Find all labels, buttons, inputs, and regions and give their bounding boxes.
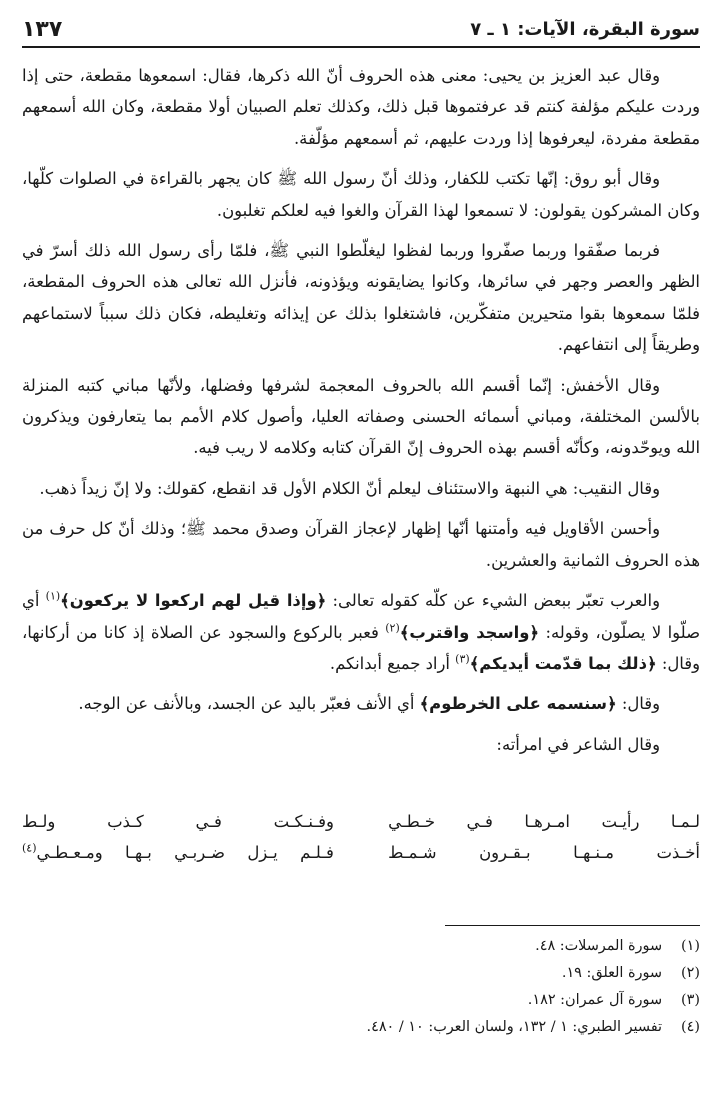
paragraph: وقال الأخفش: إنّما أقسم الله بالحروف المعجمة لشرفها وفضلها، ولأنّها مباني كتبه المنزلة بالألسن المختلفة، ومباني أسمائه الحسنى وصفاته العليا، وأصول كلام الأمم بما يتعارفون ويذكرون الله ويوحّدونه، وكأنّه أقسم بهذه الحروف إنّ القرآن كتابه وكلامه لا ريب فيه. xyxy=(22,375,700,458)
text-run: أي صلّوا لا يصلّون، وقوله: xyxy=(22,591,700,642)
quran-quote: ﴿سنسمه على الخرطوم﴾ xyxy=(419,694,617,714)
footnote-number: (٢) xyxy=(681,965,700,981)
footnote xyxy=(22,987,700,1014)
footnote-text: سورة المرسلات: ٤٨. xyxy=(535,938,662,954)
hemistich-first: لـمـا رأيـت امـرهـا فـي خـطـي xyxy=(388,812,700,831)
main-text xyxy=(22,60,700,769)
quran-quote: ﴿وإذا قيل لهم اركعوا لا يركعون﴾ xyxy=(60,591,327,611)
footnote-text: تفسير الطبري: ١ / ١٣٢، ولسان العرب: ١٠ / ٤٨٠. xyxy=(366,1019,662,1035)
paragraph: وقال عبد العزيز بن يحيى: معنى هذه الحروف أنّ الله ذكرها، فقال: اسمعوها مقطعة، حتى إذا وردت عليكم مؤلفة كنتم قد عرفتموها قبل ذلك، وكذلك تعلم الصبيان أولا مقطعة، وكان الله أسمعهم مقطعة مفردة، ليعرفوها إذا وردت عليهم، ثم أسمعهم مؤلّفة. xyxy=(22,66,700,148)
footnotes xyxy=(22,933,700,1041)
verse xyxy=(22,837,700,868)
footnote-number: (١) xyxy=(681,938,700,954)
text-run: وقال: xyxy=(616,694,660,714)
footnote-ref[interactable]: (٤) xyxy=(22,841,37,855)
quran-quote: ﴿واسجد واقترب﴾ xyxy=(399,622,540,642)
footnote-text: سورة آل عمران: ١٨٢. xyxy=(527,992,662,1008)
hemistich-second: وفـنـكـت فـي كـذب ولـط xyxy=(22,812,334,831)
text-run: والعرب تعبّر ببعض الشيء عن كلّه كقوله تعالى: xyxy=(326,591,661,611)
paragraph: وقال النقيب: هي النبهة والاستئناف ليعلم أنّ الكلام الأول قد انقطع، كقولك: ولا إنّ زيداً ذهب. xyxy=(39,478,660,498)
hemistich-text: فـلـم يـزل ضـربـي بـهـا ومـعـطـي xyxy=(36,843,334,862)
text-run: أي الأنف فعبّر باليد عن الجسد، وبالأنف عن الوجه. xyxy=(78,694,420,714)
footnote-text: سورة العلق: ١٩. xyxy=(561,965,662,981)
footnote xyxy=(22,933,700,960)
text-run: فعبر بالركوع والسجود عن الصلاة إذ كانا من أركانها، وقال: xyxy=(22,622,700,673)
paragraph: وقال الشاعر في امرأته: xyxy=(496,734,660,754)
paragraph xyxy=(22,688,700,719)
poem-block xyxy=(22,806,700,868)
paragraph: وقال أبو روق: إنّها تكتب للكفار، وذلك أنّ رسول الله ﷺ كان يجهر بالقراءة في الصلوات كلّها، وكان المشركون يقولون: لا تسمعوا لهذا القرآن والغوا فيه لعلكم تغلبون. xyxy=(22,169,700,220)
footnote-number: (٤) xyxy=(681,1019,700,1035)
page-header xyxy=(22,12,700,48)
text-run: أراد جميع أبدانكم. xyxy=(329,653,456,673)
verse xyxy=(22,806,700,837)
page-number: ١٣٧ xyxy=(22,16,63,42)
running-title: سورة البقرة، الآيات: ١ ـ ٧ xyxy=(470,18,700,40)
footnote-ref[interactable]: (١) xyxy=(45,589,61,603)
paragraph xyxy=(22,585,700,679)
footnote xyxy=(22,1014,700,1041)
quran-quote: ﴿ذلك بما قدّمت أيديكم﴾ xyxy=(469,653,657,673)
footnote-divider xyxy=(445,925,700,926)
footnote-ref[interactable]: (٣) xyxy=(455,652,470,666)
paragraph: فربما صفّقوا وربما صفّروا وربما لفظوا ليغلّطوا النبي ﷺ، فلمّا رأى رسول الله ذلك أسرّ في الظهر والعصر وجهر في سائرها، وكانوا يضايقونه ويؤذونه، فأنزل الله تعالى هذه الحروف المقطعة، فلمّا سمعوها بقوا متحيرين متفكّرين، فاشتغلوا بذلك عن إيذائه وتغليطه، فكان ذلك سبباً لاستماعهم وطريقاً إلى انتفاعهم. xyxy=(22,241,700,355)
footnote xyxy=(22,960,700,987)
footnote-number: (٣) xyxy=(681,992,700,1008)
paragraph: وأحسن الأقاويل فيه وأمتنها أنّها إظهار لإعجاز القرآن وصدق محمد ﷺ؛ وذلك أنّ كل حرف من هذه الحروف الثمانية والعشرين. xyxy=(22,519,700,570)
hemistich-second xyxy=(22,837,334,868)
hemistich-first: أخـذت مـنـهـا بـقـرون شـمـط xyxy=(388,843,700,862)
footnote-ref[interactable]: (٢) xyxy=(385,621,400,635)
